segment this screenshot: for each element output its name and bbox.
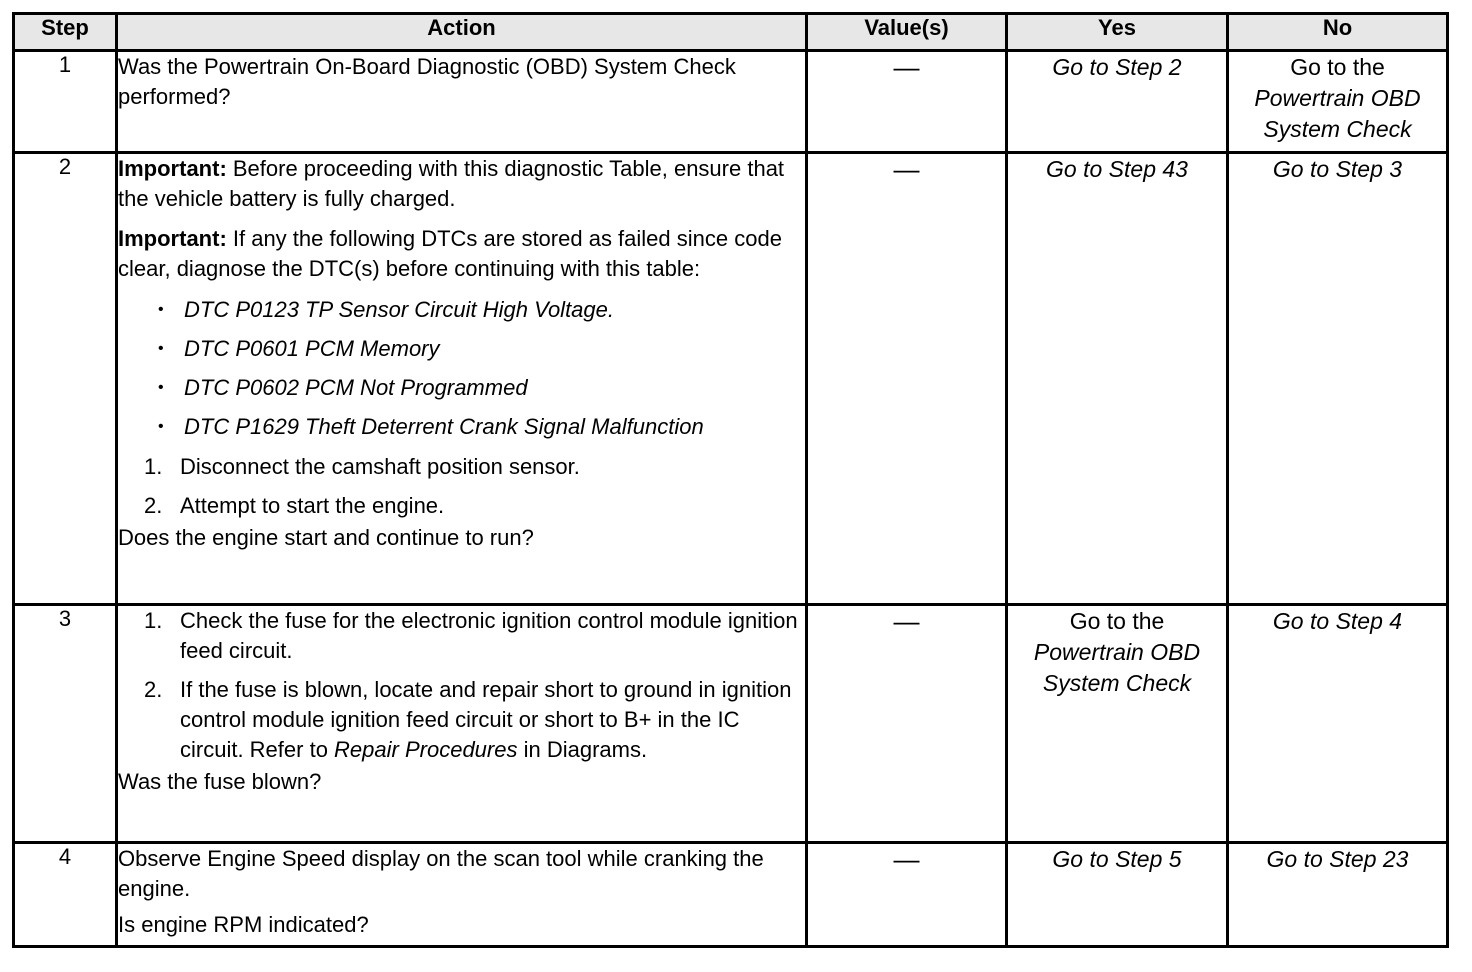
action-text: Observe Engine Speed display on the scan tool while cranking the engine. bbox=[118, 846, 764, 901]
step-number: 2 bbox=[14, 153, 117, 605]
important-text: If any the following DTCs are stored as failed since code clear, diagnose the DTC(s) before continuing with this table: bbox=[118, 226, 782, 281]
value-cell: — bbox=[807, 153, 1007, 605]
step-number: 4 bbox=[14, 843, 117, 947]
yes-cell bbox=[1007, 843, 1228, 947]
step-number: 1 bbox=[14, 51, 117, 153]
procedure-step: 2. If the fuse is blown, locate and repair short to ground in ignition control module ignition feed circuit or short to B+ in the IC circuit. Refer to Repair Procedures in Diagrams. bbox=[144, 677, 792, 762]
dtc-list bbox=[118, 290, 805, 446]
action-question: Was the Powertrain On-Board Diagnostic (OBD) System Check performed? bbox=[118, 54, 736, 109]
no-link[interactable]: Go to Step 3 bbox=[1272, 156, 1403, 182]
procedure-step: 2. Attempt to start the engine. bbox=[144, 493, 445, 518]
dtc-item: • DTC P0123 TP Sensor Circuit High Voltage. bbox=[118, 290, 805, 329]
procedure-step: 1. Check the fuse for the electronic ignition control module ignition feed circuit. bbox=[144, 608, 798, 663]
procedure-steps bbox=[118, 452, 805, 521]
yes-cell bbox=[1007, 605, 1228, 843]
important-label: Important: bbox=[118, 156, 227, 181]
value-cell: — bbox=[807, 605, 1007, 843]
no-link[interactable]: Go to Step 4 bbox=[1272, 608, 1403, 634]
step-number: 3 bbox=[14, 605, 117, 843]
action-question: Is engine RPM indicated? bbox=[118, 912, 369, 937]
table-row bbox=[14, 605, 1448, 843]
no-link[interactable]: Powertrain OBD System Check bbox=[1254, 85, 1421, 142]
no-prefix: Go to the bbox=[1290, 54, 1385, 80]
action-cell bbox=[117, 605, 807, 843]
no-link[interactable]: Go to Step 23 bbox=[1266, 846, 1409, 872]
important-label: Important: bbox=[118, 226, 227, 251]
yes-prefix: Go to the bbox=[1069, 608, 1165, 634]
value-cell: — bbox=[807, 51, 1007, 153]
action-question: Does the engine start and continue to run? bbox=[118, 525, 534, 550]
no-cell bbox=[1228, 843, 1448, 947]
yes-link[interactable]: Powertrain OBD System Check bbox=[1033, 639, 1201, 696]
yes-link[interactable]: Go to Step 43 bbox=[1046, 156, 1188, 182]
header-yes: Yes bbox=[1007, 14, 1228, 51]
procedure-steps bbox=[118, 606, 805, 765]
diagnostic-table bbox=[12, 12, 1449, 948]
dtc-item: • DTC P0601 PCM Memory bbox=[118, 329, 805, 368]
procedure-step: 1. Disconnect the camshaft position sensor. bbox=[144, 454, 580, 479]
table-row bbox=[14, 153, 1448, 605]
important-text: Before proceeding with this diagnostic Table, ensure that the vehicle battery is fully charged. bbox=[118, 156, 785, 211]
yes-cell bbox=[1007, 51, 1228, 153]
table-row bbox=[14, 51, 1448, 153]
dtc-item: • DTC P0602 PCM Not Programmed bbox=[118, 368, 805, 407]
header-action: Action bbox=[117, 14, 807, 51]
action-cell bbox=[117, 51, 807, 153]
header-no: No bbox=[1228, 14, 1448, 51]
dtc-item: • DTC P1629 Theft Deterrent Crank Signal Malfunction bbox=[118, 407, 805, 446]
important-note bbox=[118, 154, 805, 214]
header-row bbox=[14, 14, 1448, 51]
yes-cell bbox=[1007, 153, 1228, 605]
header-values: Value(s) bbox=[807, 14, 1007, 51]
no-cell bbox=[1228, 605, 1448, 843]
header-step: Step bbox=[14, 14, 117, 51]
value-cell: — bbox=[807, 843, 1007, 947]
action-cell bbox=[117, 843, 807, 947]
no-cell bbox=[1228, 153, 1448, 605]
yes-link[interactable]: Go to Step 2 bbox=[1052, 54, 1182, 80]
no-cell bbox=[1228, 51, 1448, 153]
yes-link[interactable]: Go to Step 5 bbox=[1052, 846, 1182, 872]
repair-procedures-link[interactable]: Repair Procedures bbox=[334, 737, 518, 762]
important-note bbox=[118, 224, 805, 284]
table-row bbox=[14, 843, 1448, 947]
action-question: Was the fuse blown? bbox=[118, 769, 322, 794]
action-cell bbox=[117, 153, 807, 605]
